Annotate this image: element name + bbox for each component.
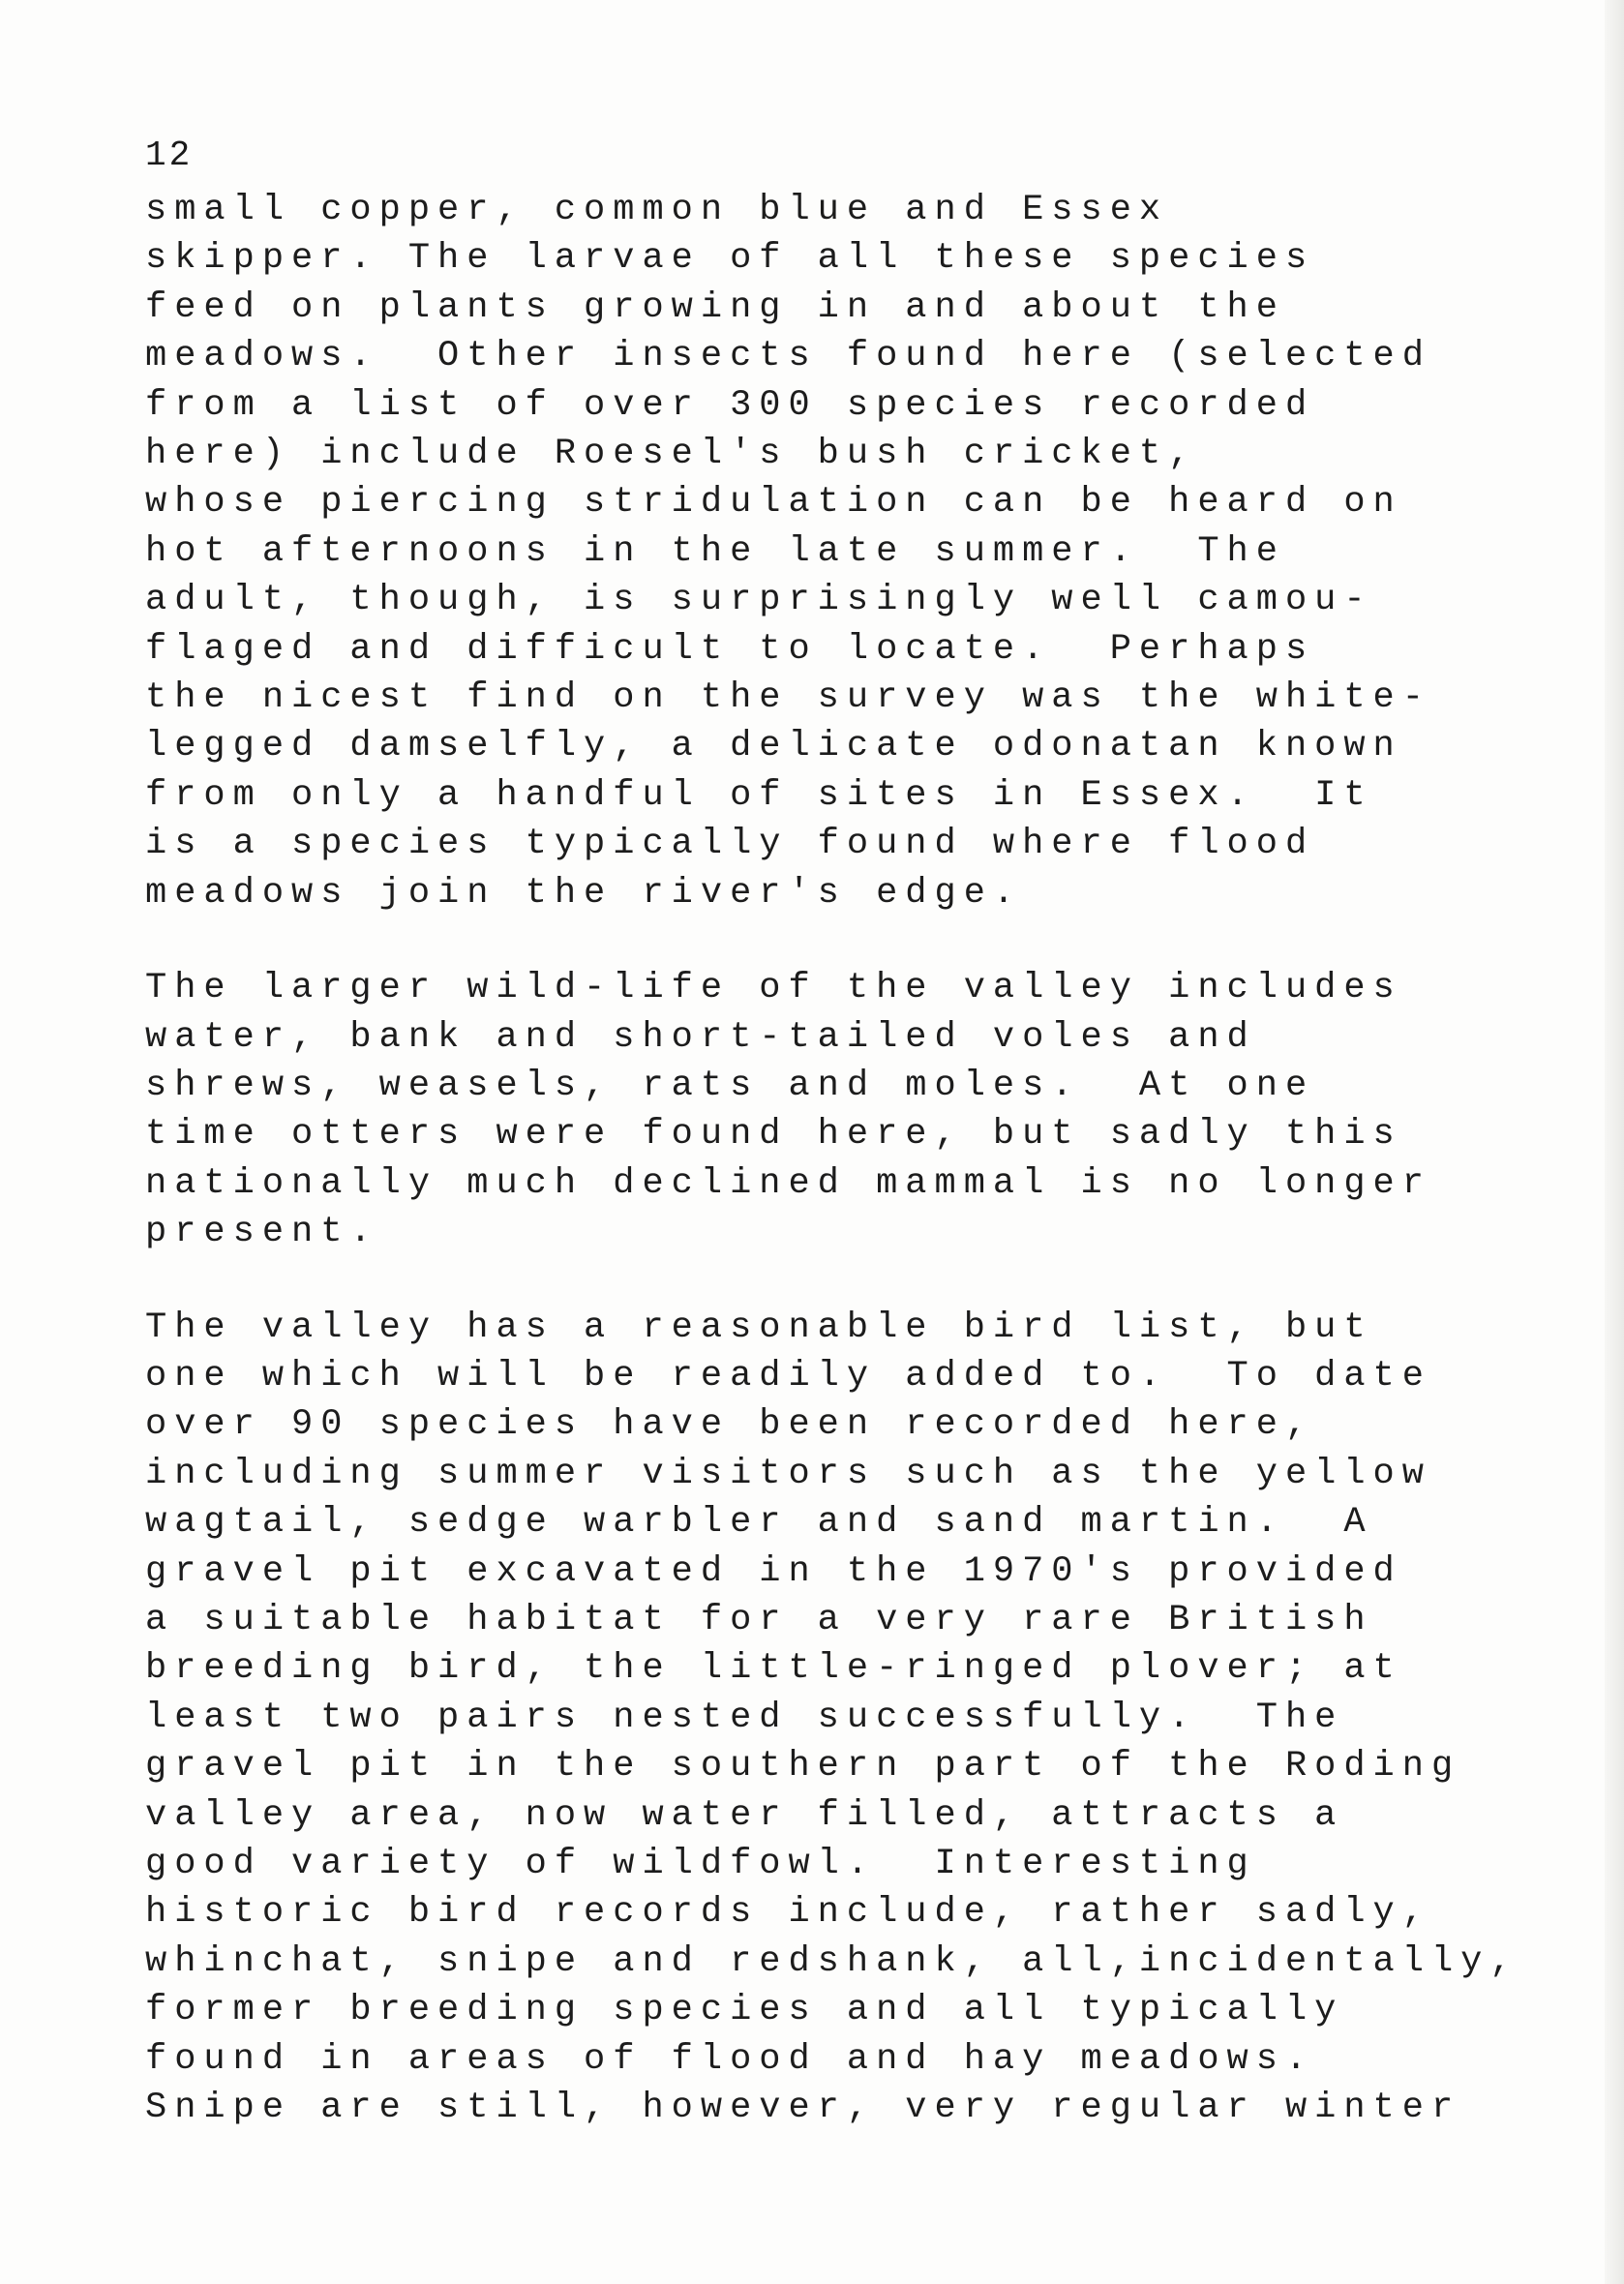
- text-line: The valley has a reasonable bird list, but: [145, 1307, 1373, 1348]
- text-line: breeding bird, the little-ringed plover; at: [145, 1648, 1402, 1690]
- text-line: former breeding species and all typically: [145, 1990, 1344, 2031]
- text-line: meadows join the river's edge.: [145, 872, 1023, 914]
- text-line: hot afternoons in the late summer. The: [145, 530, 1285, 572]
- text-line: historic bird records include, rather sadly,: [145, 1892, 1431, 1934]
- paragraph-birds: [145, 1304, 1597, 2133]
- paragraph-insects: [145, 186, 1597, 917]
- text-line: adult, though, is surprisingly well camou-: [145, 580, 1373, 621]
- text-line: gravel pit in the southern part of the Roding: [145, 1746, 1461, 1788]
- text-line: feed on plants growing in and about the: [145, 286, 1285, 328]
- text-line: Snipe are still, however, very regular winter: [145, 2088, 1461, 2129]
- text-line: whinchat, snipe and redshank, all,incidentally,: [145, 1940, 1519, 1982]
- text-line: including summer visitors such as the yellow: [145, 1453, 1431, 1494]
- text-line: meadows. Other insects found here (selected: [145, 336, 1431, 377]
- text-line: time otters were found here, but sadly this: [145, 1114, 1402, 1156]
- text-line: from a list of over 300 species recorded: [145, 384, 1315, 426]
- text-line: valley area, now water filled, attracts a: [145, 1794, 1344, 1836]
- text-line: whose piercing stridulation can be heard on: [145, 482, 1402, 524]
- text-line: is a species typically found where flood: [145, 824, 1315, 865]
- text-line: The larger wild-life of the valley includes: [145, 968, 1402, 1009]
- text-line: from only a handful of sites in Essex. It: [145, 774, 1373, 816]
- text-line: over 90 species have been recorded here,: [145, 1404, 1315, 1446]
- text-line: here) include Roesel's bush cricket,: [145, 434, 1198, 475]
- text-line: legged damselfly, a delicate odonatan known: [145, 726, 1402, 767]
- text-line: present.: [145, 1212, 379, 1253]
- text-line: least two pairs nested successfully. The: [145, 1697, 1344, 1738]
- text-line: nationally much declined mammal is no longer: [145, 1162, 1431, 1204]
- paragraph-wildlife: [145, 964, 1597, 1256]
- text-line: water, bank and short-tailed voles and: [145, 1016, 1256, 1058]
- text-line: one which will be readily added to. To date: [145, 1355, 1431, 1397]
- text-line: flaged and difficult to locate. Perhaps: [145, 628, 1315, 670]
- text-line: wagtail, sedge warbler and sand martin. A: [145, 1502, 1373, 1544]
- text-line: shrews, weasels, rats and moles. At one: [145, 1065, 1315, 1106]
- text-line: the nicest find on the survey was the white-: [145, 677, 1431, 719]
- body-text: [145, 186, 1597, 2179]
- page-number: 12: [145, 135, 194, 175]
- text-line: skipper. The larvae of all these species: [145, 238, 1315, 280]
- text-line: a suitable habitat for a very rare British: [145, 1599, 1373, 1640]
- text-line: gravel pit excavated in the 1970's provided: [145, 1550, 1402, 1592]
- text-line: good variety of wildfowl. Interesting: [145, 1844, 1256, 1884]
- page-edge: [1605, 0, 1624, 2284]
- text-line: found in areas of flood and hay meadows.: [145, 2038, 1315, 2080]
- text-line: small copper, common blue and Essex: [145, 190, 1169, 230]
